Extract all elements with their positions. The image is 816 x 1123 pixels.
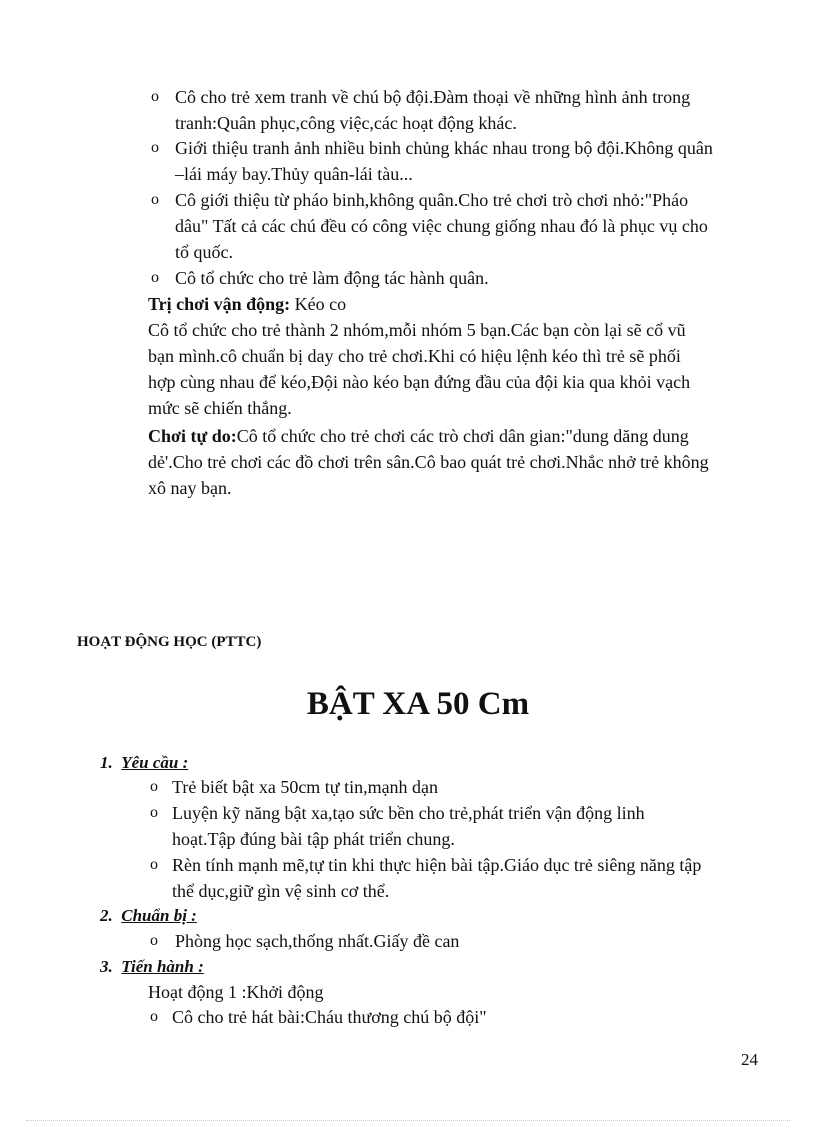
bullet-marker: o bbox=[150, 1008, 158, 1025]
bullet-4-line-1: Cô tổ chức cho trẻ làm động tác hành quân. bbox=[175, 268, 489, 288]
req-bullet-3-line-1: Rèn tính mạnh mẽ,tự tin khi thực hiện bài tập.Giáo dục trẻ siêng năng tập bbox=[172, 855, 702, 875]
bullet-marker: o bbox=[150, 804, 158, 821]
free-play-heading bbox=[148, 423, 689, 449]
section-number: 2. bbox=[100, 906, 113, 925]
game-line-3: hợp cùng nhau để kéo,Đội nào kéo bạn đứng đầu của đội kia qua khỏi vạch bbox=[148, 372, 691, 392]
section-procedure bbox=[100, 954, 204, 980]
page-number: 24 bbox=[741, 1050, 758, 1069]
bullet-3-line-3: tổ quốc. bbox=[175, 242, 233, 262]
game-line-4: mức sẽ chiến thắng. bbox=[148, 398, 292, 418]
req-bullet-2-line-1: Luyện kỹ năng bật xa,tạo sức bền cho trẻ,phát triển vận động linh bbox=[172, 803, 645, 823]
req-bullet-2-line-2: hoạt.Tập đúng bài tập phát triển chung. bbox=[172, 829, 455, 849]
bullet-marker: o bbox=[151, 88, 159, 105]
free-play-label: Chơi tự do: bbox=[148, 426, 237, 446]
section-requirements bbox=[100, 750, 188, 776]
free-play-line-3: xô nay bạn. bbox=[148, 478, 232, 498]
free-play-line-2: dẻ'.Cho trẻ chơi các đồ chơi trên sân.Cô bao quát trẻ chơi.Nhắc nhở trẻ không bbox=[148, 452, 709, 472]
bullet-2-line-1: Giới thiệu tranh ảnh nhiều binh chủng khác nhau trong bộ đội.Không quân bbox=[175, 138, 713, 158]
bullet-1-line-2: tranh:Quân phục,công việc,các hoạt động khác. bbox=[175, 113, 517, 133]
bullet-3-line-1: Cô giới thiệu từ pháo binh,không quân.Cho trẻ chơi trò chơi nhỏ:"Pháo bbox=[175, 190, 689, 210]
free-play-line-1: Cô tổ chức cho trẻ chơi các trò chơi dân gian:"dung dăng dung bbox=[236, 426, 689, 446]
section-number: 3. bbox=[100, 957, 113, 976]
bullet-marker: o bbox=[151, 269, 159, 286]
section-number: 1. bbox=[100, 753, 113, 772]
lesson-title: BẬT XA 50 Cm bbox=[306, 686, 530, 722]
activity-1-label: Hoạt động 1 :Khởi động bbox=[148, 982, 324, 1002]
req-bullet-1: Trẻ biết bật xa 50cm tự tin,mạnh dạn bbox=[172, 777, 439, 797]
section-label: Chuẩn bị : bbox=[121, 906, 197, 925]
bullet-marker: o bbox=[151, 139, 159, 156]
section-preparation bbox=[100, 903, 197, 929]
section-label: Tiến hành : bbox=[121, 957, 204, 976]
bullet-3-line-2: dâu" Tất cả các chú đều có công việc chung giống nhau đó là phục vụ cho bbox=[175, 216, 708, 236]
bullet-marker: o bbox=[151, 191, 159, 208]
bullet-marker: o bbox=[150, 932, 158, 949]
bullet-marker: o bbox=[150, 778, 158, 795]
page-bottom-divider bbox=[26, 1120, 790, 1121]
game-heading bbox=[148, 291, 346, 317]
req-bullet-3-line-2: thể dục,giữ gìn vệ sinh cơ thể. bbox=[172, 881, 390, 901]
game-line-2: bạn mình.cô chuẩn bị day cho trẻ chơi.Khi có hiệu lệnh kéo thì trẻ sẽ phối bbox=[148, 346, 681, 366]
section-label: Yêu cầu : bbox=[121, 753, 189, 772]
bullet-marker: o bbox=[150, 856, 158, 873]
activity-heading: HOẠT ĐỘNG HỌC (PTTC) bbox=[77, 634, 262, 650]
prep-bullet: Phòng học sạch,thống nhất.Giấy đề can bbox=[175, 931, 460, 951]
bullet-2-line-2: –lái máy bay.Thủy quân-lái tàu... bbox=[175, 164, 413, 184]
bullet-1-line-1: Cô cho trẻ xem tranh về chú bộ đội.Đàm thoại về những hình ảnh trong bbox=[175, 87, 691, 107]
game-line-1: Cô tổ chức cho trẻ thành 2 nhóm,mỗi nhóm 5 bạn.Các bạn còn lại sẽ cổ vũ bbox=[148, 320, 686, 340]
activity-1-bullet: Cô cho trẻ hát bài:Cháu thương chú bộ đội" bbox=[172, 1007, 487, 1027]
game-value: Kéo co bbox=[290, 294, 347, 314]
game-label: Trị chơi vận động: bbox=[148, 294, 291, 314]
